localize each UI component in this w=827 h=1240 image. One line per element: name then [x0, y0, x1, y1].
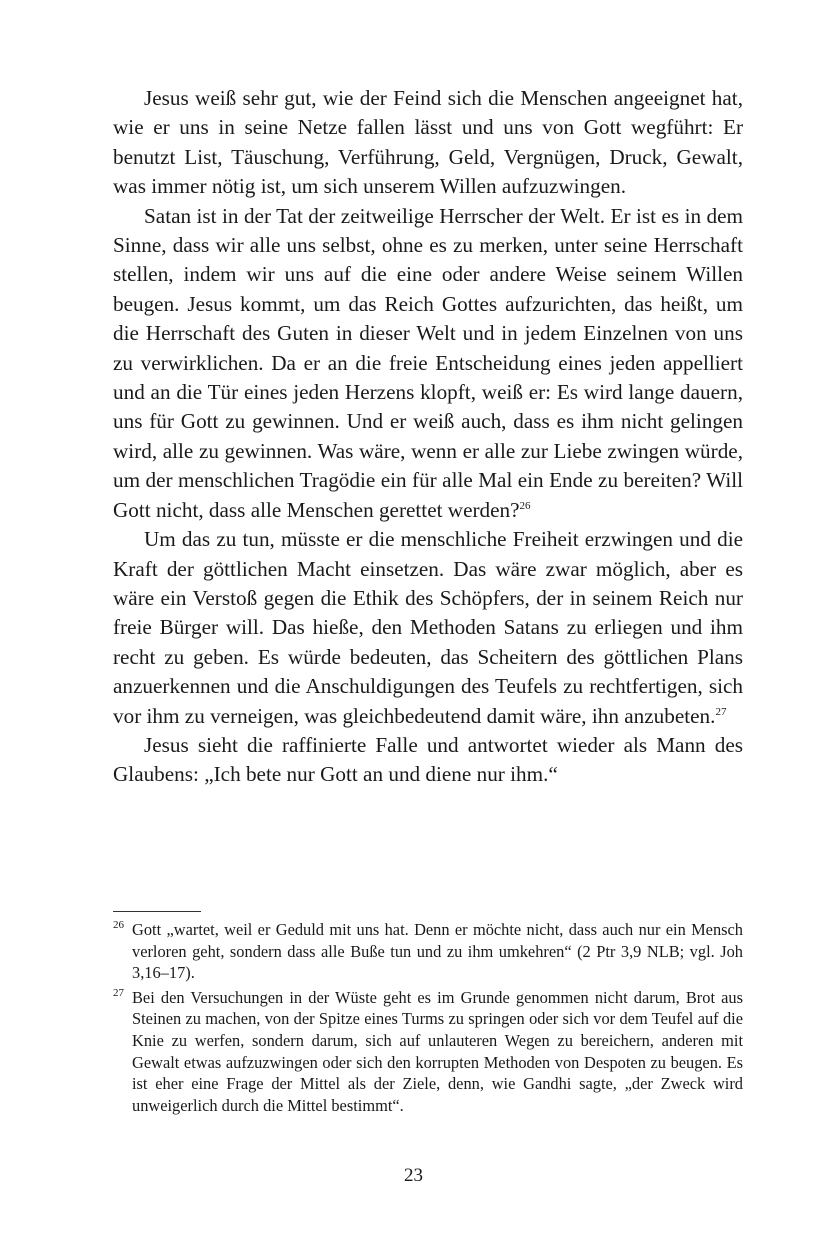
paragraph-1 [113, 84, 743, 202]
footnote-number: 27 [113, 986, 124, 999]
paragraph-4-text: Jesus sieht die raffinierte Falle und antwortet wieder als Mann des Glaubens: „Ich bete nur Gott an und diene nur ihm.“ [113, 732, 743, 787]
page-number: 23 [404, 1165, 423, 1186]
footnote-26 [113, 919, 743, 984]
paragraph-1-text: Jesus weiß sehr gut, wie der Feind sich die Menschen angeeignet hat, wie er uns in seine Netze fallen lässt und uns von Gott wegführt: Er benutzt List, Täuschung, Verführung, Geld, Vergnügen, Druck, Gewalt, was immer nötig ist, um sich unserem Willen aufzuzwingen. [113, 86, 743, 199]
paragraph-2-text: Satan ist in der Tat der zeitweilige Herrscher der Welt. Er ist es in dem Sinne, dass wir alle uns selbst, ohne es zu merken, unter seine Herrschaft stellen, indem wir uns auf die eine oder andere Weise seinem Willen beugen. Jesus kommt, um das Reich Gottes aufzurichten, das heißt, um die Herrschaft des Guten in dieser Welt und in jedem Einzelnen von uns zu verwirklichen. Da er an die freie Entscheidung eines jeden appelliert und an die Tür eines jeden Herzens klopft, weiß er: Es wird lange dauern, uns für Gott zu gewinnen. Und er weiß auch, dass es ihm nicht gelingen wird, alle zu gewinnen. Was wäre, wenn er alle zur Liebe zwingen würde, um der menschlichen Tragödie ein für alle Mal ein Ende zu bereiten? Will Gott nicht, dass alle Menschen gerettet werden? [113, 203, 743, 522]
paragraph-3-text: Um das zu tun, müsste er die menschliche Freiheit erzwingen und die Kraft der göttlichen Macht einsetzen. Das wäre zwar möglich, aber es wäre ein Verstoß gegen die Ethik des Schöpfers, der in seinem Reich nur freie Bürger will. Das hieße, den Methoden Satans zu erliegen und ihm recht zu geben. Es würde bedeuten, das Scheitern des göttlichen Plans anzuerkennen und die Anschuldigungen des Teufels zu rechtfertigen, sich vor ihm zu verneigen, was gleichbedeutend damit wäre, ihn anzubeten. [113, 527, 743, 728]
footnote-ref-27[interactable]: 27 [715, 705, 727, 718]
footnote-number: 26 [113, 919, 124, 931]
footnote-ref-26[interactable]: 26 [519, 499, 531, 512]
paragraph-4 [113, 731, 743, 790]
paragraph-3 [113, 525, 743, 731]
footnote-separator [113, 911, 201, 912]
paragraph-2 [113, 202, 743, 525]
footnote-text: Gott „wartet, weil er Geduld mit uns hat. Denn er möchte nicht, dass auch nur ein Mensch verloren geht, sondern dass alle Buße tun und zu ihm umkehren“ (2 Ptr 3,9 NLB; vgl. Joh 3,16–17). [132, 920, 743, 983]
main-text [113, 84, 743, 790]
footnote-text: Bei den Versuchungen in der Wüste geht es im Grunde genommen nicht darum, Brot aus Steinen zu machen, von der Spitze eines Turms zu springen oder sich vor dem Teufel auf die Knie zu werfen, sondern darum, sich auf unlauteren Wegen zu bereichern, anderen mit Gewalt etwas aufzuzwingen oder sich den korrupten Methoden von Despoten zu beugen. Es ist eher eine Frage der Mittel als der Ziele, denn, wie Gandhi sagte, „der Zweck wird unweigerlich durch die Mittel bestimmt“. [132, 987, 743, 1115]
footnote-27 [113, 987, 743, 1117]
footnotes [113, 919, 743, 1119]
